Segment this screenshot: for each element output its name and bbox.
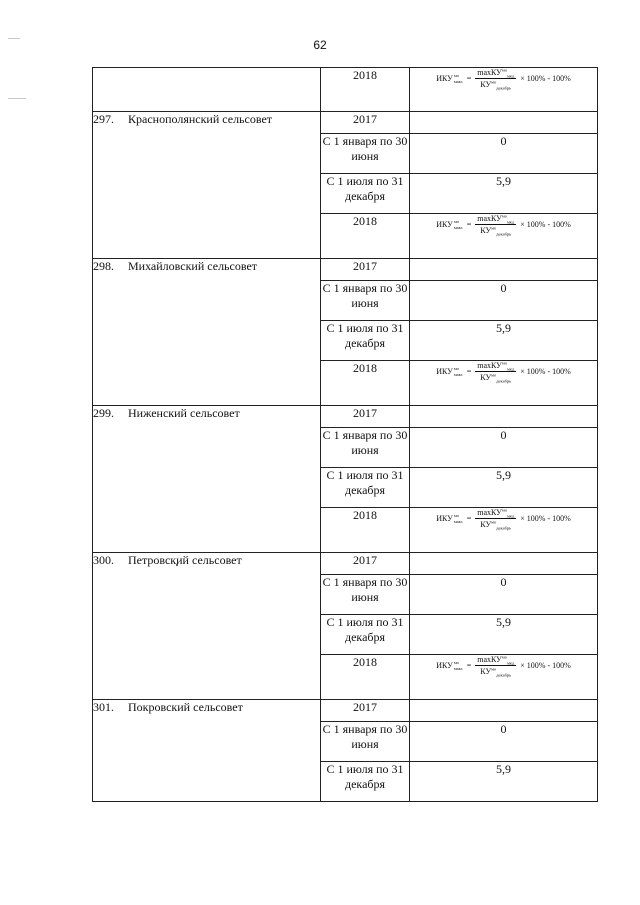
value-cell-empty: [410, 406, 598, 428]
period-cell: С 1 января по 30 июня: [321, 134, 410, 174]
year-cell: 2017: [321, 700, 410, 722]
formula-tail: × 100% - 100%: [520, 367, 571, 376]
formula-lhs: ИКУ мо макс: [436, 659, 463, 671]
value-cell-empty: [410, 259, 598, 281]
entity-name-cell: 301. Покровский сельсовет: [93, 700, 321, 802]
formula-equals: =: [466, 514, 472, 523]
formula-lhs: ИКУ мо макс: [436, 365, 463, 377]
value-cell-empty: [410, 112, 598, 134]
value-cell: 0: [410, 575, 598, 615]
formula-lhs: ИКУ мо макс: [436, 72, 463, 84]
formula-numerator: maxКУ$^{мо}_{мкд}$: [477, 67, 515, 79]
formula-denominator: $КУ^{мо}_{декабрь}$: [480, 519, 512, 531]
formula-lhs: ИКУ мо макс: [436, 512, 463, 524]
margin-mark: [8, 98, 26, 99]
table-row: [93, 112, 598, 134]
formula-numerator: maxКУ$^{мо}_{мкд}$: [477, 213, 515, 225]
formula-denominator: $КУ^{мо}_{декабрь}$: [480, 372, 512, 384]
table-row: [93, 259, 598, 281]
formula-numerator: maxКУ$^{мо}_{мкд}$: [477, 654, 515, 666]
year-cell: 2018: [321, 214, 410, 259]
formula-cell: [410, 361, 598, 406]
year-cell: 2018: [321, 655, 410, 700]
period-cell: С 1 января по 30 июня: [321, 281, 410, 321]
value-cell: 0: [410, 281, 598, 321]
formula-numerator: maxКУ$^{мо}_{мкд}$: [477, 360, 515, 372]
formula-equals: =: [466, 661, 472, 670]
formula-cell: [410, 655, 598, 700]
formula-denominator: $КУ^{мо}_{декабрь}$: [480, 225, 512, 237]
value-cell: 0: [410, 428, 598, 468]
period-cell: С 1 января по 30 июня: [321, 722, 410, 762]
table-row: [93, 68, 598, 112]
formula-numerator: maxКУ$^{мо}_{мкд}$: [477, 507, 515, 519]
year-cell: 2017: [321, 406, 410, 428]
year-cell: 2017: [321, 553, 410, 575]
period-cell: С 1 января по 30 июня: [321, 428, 410, 468]
formula-cell: [410, 68, 598, 112]
entity-name-cell: 298. Михайловский сельсовет: [93, 259, 321, 406]
formula-fraction: [475, 361, 516, 382]
period-cell: С 1 июля по 31 декабря: [321, 174, 410, 214]
formula-fraction: [475, 214, 516, 235]
value-cell-empty: [410, 700, 598, 722]
formula-equals: =: [466, 367, 472, 376]
year-cell: 2018: [321, 361, 410, 406]
formula-denominator: $КУ^{мо}_{декабрь}$: [480, 666, 512, 678]
period-cell: С 1 июля по 31 декабря: [321, 321, 410, 361]
formula-tail: × 100% - 100%: [520, 220, 571, 229]
formula-cell: [410, 214, 598, 259]
formula: [410, 361, 597, 382]
formula-equals: =: [466, 74, 472, 83]
table-row: [93, 700, 598, 722]
period-cell: С 1 января по 30 июня: [321, 575, 410, 615]
entity-name-cell: 297. Краснополянский сельсовет: [93, 112, 321, 259]
formula-denominator: $КУ^{мо}_{декабрь}$: [480, 79, 512, 91]
entity-name-cell: 300. Петровский сельсовет: [93, 553, 321, 700]
period-cell: С 1 июля по 31 декабря: [321, 468, 410, 508]
value-cell: 5,9: [410, 468, 598, 508]
tariff-table: [92, 67, 598, 802]
margin-mark: [8, 38, 20, 39]
formula-fraction: [475, 68, 516, 89]
year-cell: 2018: [321, 68, 410, 112]
formula: [410, 508, 597, 529]
entity-name-cell: 299. Ниженский сельсовет: [93, 406, 321, 553]
value-cell: 5,9: [410, 762, 598, 802]
period-cell: С 1 июля по 31 декабря: [321, 615, 410, 655]
name-cell-empty: [93, 68, 321, 112]
formula-tail: × 100% - 100%: [520, 514, 571, 523]
value-cell: 5,9: [410, 321, 598, 361]
formula-fraction: [475, 508, 516, 529]
formula-cell: [410, 508, 598, 553]
period-cell: С 1 июля по 31 декабря: [321, 762, 410, 802]
formula: [410, 214, 597, 235]
value-cell: 5,9: [410, 174, 598, 214]
value-cell: 0: [410, 134, 598, 174]
value-cell: 5,9: [410, 615, 598, 655]
year-cell: 2017: [321, 112, 410, 134]
formula: [410, 655, 597, 676]
value-cell-empty: [410, 553, 598, 575]
value-cell: 0: [410, 722, 598, 762]
formula: [410, 68, 597, 89]
formula-tail: × 100% - 100%: [520, 74, 571, 83]
formula-tail: × 100% - 100%: [520, 661, 571, 670]
table-row: [93, 553, 598, 575]
formula-fraction: [475, 655, 516, 676]
page-number: 62: [313, 38, 327, 52]
formula-lhs: ИКУ мо макс: [436, 218, 463, 230]
year-cell: 2018: [321, 508, 410, 553]
formula-equals: =: [466, 220, 472, 229]
table-row: [93, 406, 598, 428]
year-cell: 2017: [321, 259, 410, 281]
